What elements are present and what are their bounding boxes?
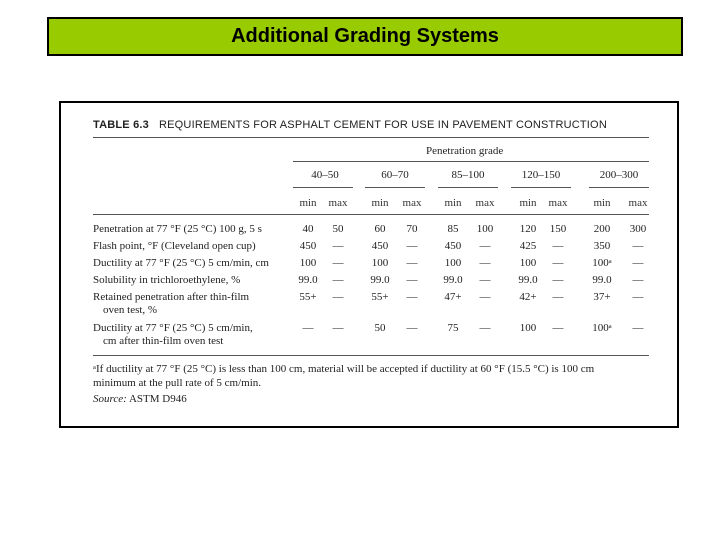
min-header: min	[299, 197, 317, 209]
table-cell: 100	[444, 257, 462, 269]
row-label: Ductility at 77 °F (25 °C) 5 cm/min,	[93, 322, 253, 334]
table-cell: —	[632, 240, 644, 252]
min-header: min	[593, 197, 611, 209]
table-cell: 99.0	[370, 274, 390, 286]
max-header: max	[475, 197, 495, 209]
grade-header: 40–50	[311, 169, 339, 181]
table-cell: —	[406, 322, 418, 334]
table-cell: —	[332, 291, 344, 303]
table-cell: 99.0	[518, 274, 538, 286]
table-title	[93, 119, 607, 131]
table-cell: —	[552, 322, 564, 334]
grade-underline	[365, 187, 425, 188]
table-caption: REQUIREMENTS FOR ASPHALT CEMENT FOR USE IN PAVEMENT CONSTRUCTION	[159, 119, 607, 131]
table-cell: —	[406, 291, 418, 303]
min-header: min	[519, 197, 537, 209]
table-cell: 425	[519, 240, 537, 252]
table-cell: 350	[593, 240, 611, 252]
grade-header: 200–300	[599, 169, 639, 181]
header-rule	[93, 214, 649, 215]
table-cell: 50	[332, 223, 344, 235]
table-cell: 100ᵃ	[592, 257, 612, 269]
table-cell: 100	[519, 322, 537, 334]
max-header: max	[402, 197, 422, 209]
table-cell: 450	[299, 240, 317, 252]
table-cell: 99.0	[298, 274, 318, 286]
table-cell: —	[632, 274, 644, 286]
table-cell: —	[552, 257, 564, 269]
table-cell: 70	[406, 223, 418, 235]
group-header: Penetration grade	[426, 145, 504, 157]
slide-title: Additional Grading Systems	[231, 25, 499, 47]
source-value: ASTM D946	[128, 393, 187, 405]
source-label: Source:	[93, 393, 127, 405]
table-cell: 42+	[519, 291, 537, 303]
table-cell: —	[332, 274, 344, 286]
min-header: min	[371, 197, 389, 209]
table-cell: —	[479, 274, 491, 286]
table-cell: —	[479, 322, 491, 334]
table-cell: —	[479, 240, 491, 252]
max-header: max	[548, 197, 568, 209]
group-rule	[293, 161, 649, 162]
max-header: max	[328, 197, 348, 209]
grade-header: 85–100	[451, 169, 485, 181]
table-cell: —	[552, 274, 564, 286]
grade-header: 120–150	[521, 169, 561, 181]
table-cell: 450	[371, 240, 389, 252]
footnote-line: minimum at the pull rate of 5 cm/min.	[93, 377, 262, 389]
table-number: TABLE 6.3	[93, 119, 149, 131]
table-cell: 99.0	[443, 274, 463, 286]
top-rule	[93, 137, 649, 138]
slide-title-bar	[47, 17, 683, 56]
table-cell: 300	[629, 223, 647, 235]
min-header: min	[444, 197, 462, 209]
row-label: Ductility at 77 °F (25 °C) 5 cm/min, cm	[93, 257, 269, 269]
table-cell: 55+	[299, 291, 317, 303]
grade-underline	[293, 187, 353, 188]
row-label: Retained penetration after thin-film	[93, 291, 250, 303]
table-cell: 100ᵃ	[592, 322, 612, 334]
table-cell: —	[302, 322, 314, 334]
table-cell: —	[552, 291, 564, 303]
table-cell: 450	[444, 240, 462, 252]
table-cell: 55+	[371, 291, 389, 303]
row-label: Flash point, °F (Cleveland open cup)	[93, 240, 256, 252]
table-cell: 120	[519, 223, 537, 235]
table-cell: 75	[447, 322, 459, 334]
grade-underline	[438, 187, 498, 188]
grade-underline	[589, 187, 649, 188]
table-cell: —	[332, 240, 344, 252]
table-cell: —	[632, 257, 644, 269]
table-cell: 100	[476, 223, 494, 235]
table-cell: 60	[374, 223, 386, 235]
table-cell: 100	[299, 257, 317, 269]
source-line	[93, 393, 187, 405]
row-label: cm after thin-film oven test	[103, 335, 224, 347]
grade-header: 60–70	[381, 169, 409, 181]
footnote-line: ᵃIf ductility at 77 °F (25 °C) is less than 100 cm, material will be accepted if ductility at 60 °F (15.5 °C) is 100 cm	[93, 363, 595, 375]
table-cell: —	[406, 274, 418, 286]
bottom-rule	[93, 355, 649, 356]
table-cell: —	[632, 322, 644, 334]
table-cell: —	[332, 257, 344, 269]
row-label: Penetration at 77 °F (25 °C) 100 g, 5 s	[93, 223, 262, 235]
table-cell: —	[332, 322, 344, 334]
table-cell: 99.0	[592, 274, 612, 286]
table-image-frame	[59, 101, 679, 428]
table-cell: —	[406, 240, 418, 252]
max-header: max	[628, 197, 648, 209]
table-cell: 40	[302, 223, 314, 235]
table-cell: —	[552, 240, 564, 252]
table-cell: —	[632, 291, 644, 303]
table-cell: 100	[519, 257, 537, 269]
table-cell: 200	[593, 223, 611, 235]
table-cell: 37+	[593, 291, 611, 303]
table-cell: 150	[549, 223, 567, 235]
row-label: Solubility in trichloroethylene, %	[93, 274, 241, 286]
table-cell: —	[479, 291, 491, 303]
table-cell: 50	[374, 322, 386, 334]
table-cell: 47+	[444, 291, 462, 303]
table-cell: —	[479, 257, 491, 269]
row-label: oven test, %	[103, 304, 158, 316]
table-cell: 100	[371, 257, 389, 269]
table-cell: —	[406, 257, 418, 269]
grade-underline	[511, 187, 571, 188]
table-cell: 85	[447, 223, 459, 235]
